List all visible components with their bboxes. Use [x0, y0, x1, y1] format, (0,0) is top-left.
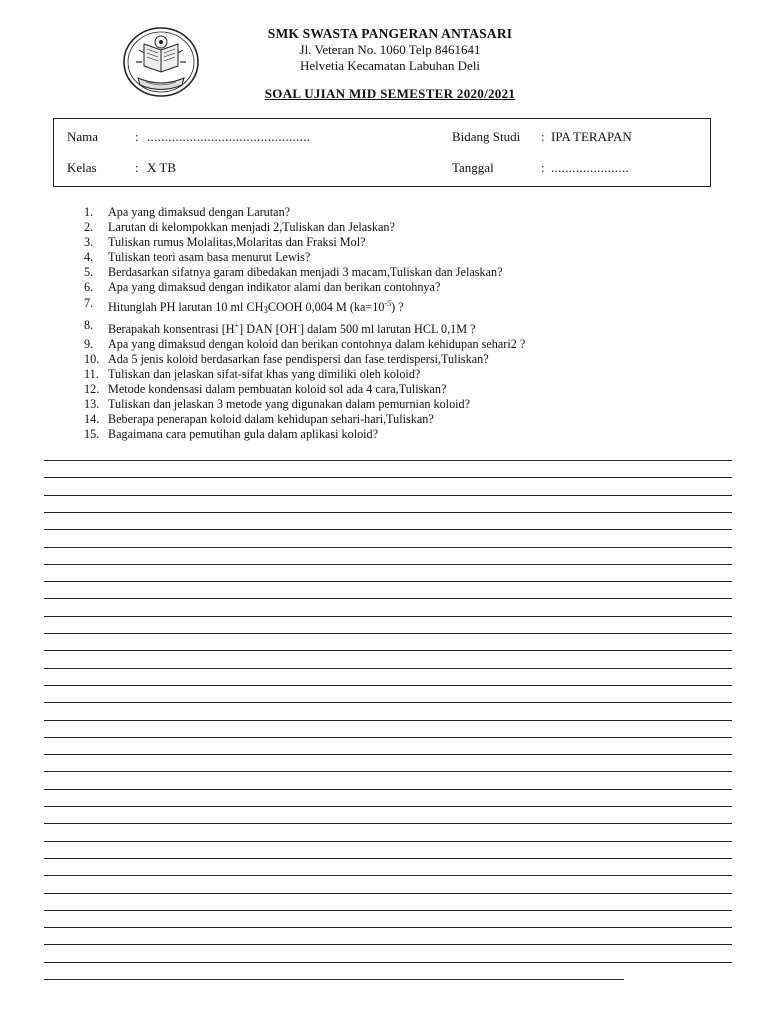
- question-text: Apa yang dimaksud dengan Larutan?: [108, 205, 291, 219]
- question-text: Metode kondensasi dalam pembuatan koloid sol ada 4 cara,Tuliskan?: [108, 382, 447, 397]
- school-address-line1: Jl. Veteran No. 1060 Telp 8461641: [299, 42, 481, 57]
- question-item: [84, 382, 525, 397]
- bidang-studi-colon: :: [541, 129, 545, 144]
- tanggal-label: Tanggal: [452, 160, 494, 175]
- answer-line[interactable]: [44, 875, 732, 876]
- answer-line[interactable]: [44, 460, 732, 461]
- answer-line[interactable]: [44, 581, 732, 582]
- answer-line[interactable]: [44, 668, 732, 669]
- answer-line[interactable]: [44, 702, 732, 703]
- question-text: Tuliskan dan jelaskan sifat-sifat khas yang dimiliki oleh koloid?: [108, 366, 421, 381]
- question-number: 9.: [84, 336, 94, 351]
- question-text: Tuliskan dan jelaskan 3 metode yang digunakan dalam pemurnian koloid?: [108, 397, 471, 412]
- question-item: [84, 427, 525, 442]
- question-number: 10.: [84, 351, 100, 366]
- question-number: 3.: [84, 235, 94, 250]
- kelas-label: Kelas: [67, 160, 97, 175]
- answer-line[interactable]: [44, 477, 732, 478]
- question-number: 6.: [84, 280, 94, 295]
- question-number: 8.: [84, 317, 94, 332]
- question-number: 1.: [84, 205, 94, 219]
- kelas-colon: :: [135, 160, 139, 175]
- answer-line[interactable]: [44, 512, 732, 513]
- question-item: [84, 318, 525, 337]
- question-text: Tuliskan rumus Molalitas,Molaritas dan Fraksi Mol?: [108, 235, 366, 250]
- answer-line[interactable]: [44, 633, 732, 634]
- answer-line[interactable]: [44, 737, 732, 738]
- answer-line[interactable]: [44, 547, 732, 548]
- question-number: 4.: [84, 250, 94, 265]
- answer-line[interactable]: [44, 910, 732, 911]
- question-number: 15.: [84, 427, 100, 442]
- question-text: Beberapa penerapan koloid dalam kehidupan sehari-hari,Tuliskan?: [108, 412, 434, 427]
- school-address-line2: Helvetia Kecamatan Labuhan Deli: [299, 58, 481, 73]
- answer-line[interactable]: [44, 720, 732, 721]
- school-logo: [122, 22, 200, 100]
- answer-line[interactable]: [44, 806, 732, 807]
- question-item: [84, 280, 525, 295]
- question-number: 2.: [84, 220, 94, 235]
- answer-line[interactable]: [44, 616, 732, 617]
- kelas-value[interactable]: X TB: [147, 160, 177, 175]
- answer-line[interactable]: [44, 564, 732, 565]
- question-item: [84, 367, 525, 382]
- answer-line[interactable]: [44, 823, 732, 824]
- answer-line[interactable]: [44, 893, 732, 894]
- question-list: [84, 205, 525, 442]
- student-info-box: [53, 118, 711, 187]
- question-text: Bagaimana cara pemutihan gula dalam aplikasi koloid?: [108, 427, 379, 442]
- answer-line[interactable]: [44, 944, 732, 945]
- question-text: Apa yang dimaksud dengan koloid dan berikan contohnya dalam kehidupan sehari2 ?: [108, 336, 526, 351]
- answer-line[interactable]: [44, 771, 732, 772]
- tanggal-colon: :: [541, 160, 545, 175]
- question-item: [84, 296, 525, 318]
- question-number: 7.: [84, 295, 94, 310]
- question-item: [84, 397, 525, 412]
- question-text: Tuliskan teori asam basa menurut Lewis?: [108, 250, 311, 265]
- answer-line[interactable]: [44, 685, 732, 686]
- answer-line[interactable]: [44, 979, 624, 980]
- question-text: Larutan di kelompokkan menjadi 2,Tuliskan dan Jelaskan?: [108, 220, 395, 235]
- answer-line[interactable]: [44, 962, 732, 963]
- question-item: [84, 235, 525, 250]
- question-text: Apa yang dimaksud dengan indikator alami dan berikan contohnya?: [108, 280, 441, 295]
- answer-line[interactable]: [44, 858, 732, 859]
- question-item: [84, 250, 525, 265]
- question-number: 11.: [84, 366, 99, 381]
- question-item: [84, 352, 525, 367]
- question-number: 14.: [84, 412, 100, 427]
- answer-line[interactable]: [44, 529, 732, 530]
- question-text: Berapakah konsentrasi [H+] DAN [OH-] dalam 500 ml larutan HCL 0,1M ?: [108, 320, 476, 336]
- bidang-studi-value[interactable]: IPA TERAPAN: [551, 129, 632, 144]
- school-name: SMK SWASTA PANGERAN ANTASARI: [267, 26, 513, 41]
- question-item: [84, 265, 525, 280]
- answer-line[interactable]: [44, 650, 732, 651]
- question-text: Ada 5 jenis koloid berdasarkan fase pendispersi dan fase terdispersi,Tuliskan?: [108, 351, 489, 366]
- letterhead: [200, 26, 580, 74]
- question-number: 5.: [84, 265, 94, 280]
- answer-line[interactable]: [44, 927, 732, 928]
- nama-value[interactable]: ..............................................: [147, 129, 311, 144]
- question-text: Hitunglah PH larutan 10 ml $CH_3COOH$ 0,004 M $(ka=10^{-5})$ ?: [108, 298, 404, 315]
- answer-line[interactable]: [44, 495, 732, 496]
- tanggal-value[interactable]: ......................: [551, 160, 630, 175]
- question-item: [84, 205, 525, 220]
- answer-line[interactable]: [44, 598, 732, 599]
- question-number: 12.: [84, 382, 100, 397]
- exam-title: SOAL UJIAN MID SEMESTER 2020/2021: [264, 86, 516, 101]
- answer-line[interactable]: [44, 789, 732, 790]
- nama-label: Nama: [67, 129, 99, 144]
- question-item: [84, 220, 525, 235]
- question-item: [84, 337, 525, 352]
- answer-line[interactable]: [44, 841, 732, 842]
- answer-line[interactable]: [44, 754, 732, 755]
- question-text: Berdasarkan sifatnya garam dibedakan menjadi 3 macam,Tuliskan dan Jelaskan?: [108, 265, 503, 280]
- question-number: 13.: [84, 397, 100, 412]
- question-item: [84, 412, 525, 427]
- bidang-studi-label: Bidang Studi: [452, 129, 521, 144]
- nama-colon: :: [135, 129, 139, 144]
